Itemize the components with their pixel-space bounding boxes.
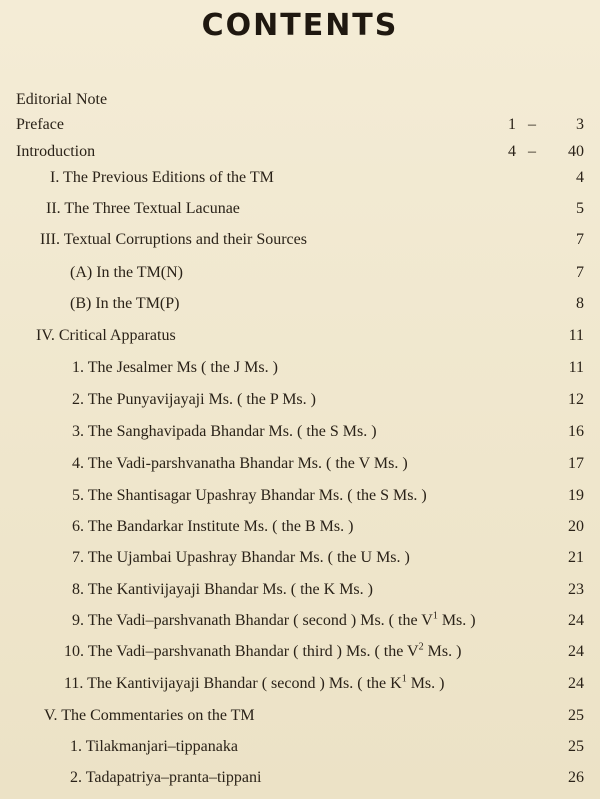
toc-label: (A) In the TM(N) (70, 264, 184, 281)
toc-page: 24 (568, 612, 584, 629)
toc-page: 16 (568, 423, 584, 440)
toc-entry (0, 546, 600, 570)
toc-page: 7 (576, 231, 584, 248)
toc-label: 8. The Kantivijayaji Bhandar Ms. ( the K Ms. ) (72, 581, 373, 598)
toc-page-dash: – (528, 116, 536, 133)
toc-label: 4. The Vadi-parshvanatha Bhandar Ms. ( the V Ms. ) (72, 455, 408, 472)
toc-page: 26 (568, 769, 584, 786)
toc-entry (0, 515, 600, 539)
toc-label: II. The Three Textual Lacunae (46, 200, 240, 217)
toc-label: (B) In the TM(P) (70, 295, 180, 312)
toc-page: 23 (568, 581, 584, 598)
toc-entry (0, 452, 600, 476)
toc-entry (0, 356, 600, 380)
toc-page: 11 (568, 327, 584, 344)
superscript: 2 (418, 641, 424, 653)
toc-label: 7. The Ujambai Upashray Bhandar Ms. ( the U Ms. ) (72, 549, 410, 566)
toc-entry (0, 197, 600, 221)
toc-entry-preface (0, 113, 600, 137)
toc-page: 19 (568, 487, 584, 504)
toc-entry (0, 735, 600, 759)
toc-label: 6. The Bandarkar Institute Ms. ( the B Ms. ) (72, 518, 354, 535)
toc-entry (0, 292, 600, 316)
toc-label: 2. Tadapatriya–pranta–tippani (70, 769, 262, 786)
toc-page: 24 (568, 643, 584, 660)
toc-entry (0, 766, 600, 790)
toc-label: V. The Commentaries on the TM (44, 707, 255, 724)
toc-label: I. The Previous Editions of the TM (50, 169, 274, 186)
toc-page: 24 (568, 675, 584, 692)
toc-page-dash: – (528, 143, 536, 160)
toc-label: 5. The Shantisagar Upashray Bhandar Ms. ( the S Ms. ) (72, 487, 427, 504)
toc-label: IV. Critical Apparatus (36, 327, 176, 344)
toc-page: 5 (576, 200, 584, 217)
toc-entry (0, 324, 600, 348)
toc-page: 25 (568, 707, 584, 724)
toc-page: 4 (576, 169, 584, 186)
toc-entry (0, 672, 600, 696)
page-title: CONTENTS (201, 8, 399, 43)
toc-label: 1. The Jesalmer Ms ( the J Ms. ) (72, 359, 278, 376)
toc-label: 9. The Vadi–parshvanath Bhandar ( second ) Ms. ( the $V^1$ Ms. ) (72, 610, 476, 629)
toc-label: Introduction (16, 143, 96, 160)
toc-page-end: 40 (568, 143, 584, 160)
toc-page-start: 1 (508, 116, 516, 133)
toc-page: 17 (568, 455, 584, 472)
toc-entry (0, 578, 600, 602)
toc-page: 7 (576, 264, 584, 281)
toc-page-start: 4 (508, 143, 516, 160)
toc-entry (0, 420, 600, 444)
toc-label: Preface (16, 116, 64, 133)
toc-label: 3. The Sanghavipada Bhandar Ms. ( the S Ms. ) (72, 423, 377, 440)
toc-entry (0, 640, 600, 664)
toc-page: 21 (568, 549, 584, 566)
toc-entry (0, 388, 600, 412)
toc-entry-editorial-note (0, 88, 600, 112)
toc-label: III. Textual Corruptions and their Sources (40, 231, 307, 248)
toc-entry (0, 228, 600, 252)
toc-entry (0, 484, 600, 508)
toc-label: 1. Tilakmanjari–tippanaka (70, 738, 238, 755)
toc-label: 11. The Kantivijayaji Bhandar ( second ) Ms. ( the $K^1$ Ms. ) (64, 673, 445, 692)
toc-entry-introduction (0, 140, 600, 164)
toc-entry (0, 261, 600, 285)
toc-page: 11 (568, 359, 584, 376)
toc-entry (0, 609, 600, 633)
toc-page: 20 (568, 518, 584, 535)
superscript: 1 (401, 673, 407, 685)
toc-page: 25 (568, 738, 584, 755)
toc-entry (0, 704, 600, 728)
toc-label: 10. The Vadi–parshvanath Bhandar ( third ) Ms. ( the $V^2$ Ms. ) (64, 641, 462, 660)
toc-entry (0, 166, 600, 190)
toc-label: Editorial Note (16, 91, 108, 108)
toc-label: 2. The Punyavijayaji Ms. ( the P Ms. ) (72, 391, 316, 408)
toc-page: 12 (568, 391, 584, 408)
toc-page-end: 3 (576, 116, 584, 133)
superscript: 1 (432, 610, 438, 622)
toc-page: 8 (576, 295, 584, 312)
